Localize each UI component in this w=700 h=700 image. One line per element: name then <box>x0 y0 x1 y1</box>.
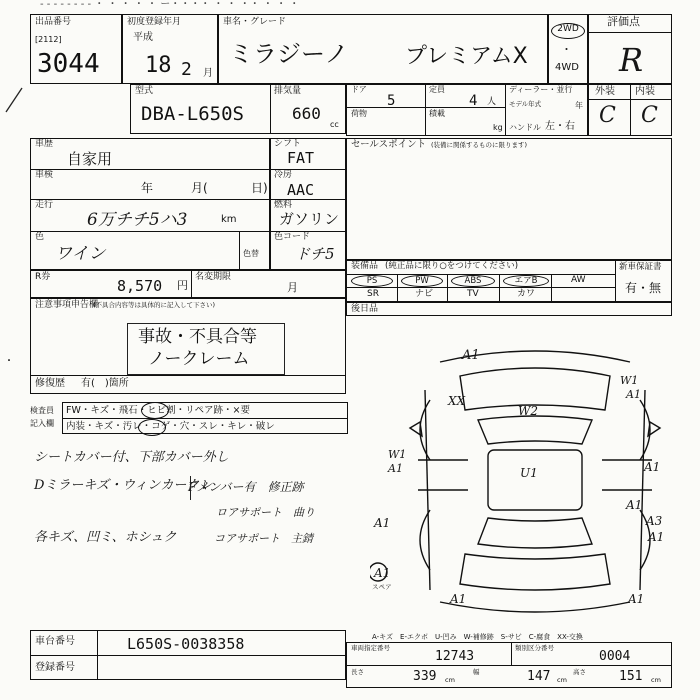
width-label: 幅 <box>473 668 480 676</box>
capacity: 4 <box>469 93 478 109</box>
sales-point-label: セールスポイント <box>351 139 427 150</box>
displacement-unit: cc <box>330 120 339 129</box>
load-label: 積載 <box>429 109 445 118</box>
drive-2wd: 2WD <box>551 23 585 39</box>
equipment-box <box>346 260 672 302</box>
rear-window-shape <box>478 518 592 548</box>
equipment-hline2 <box>347 287 615 288</box>
stamp-line1: 事故・不具合等 <box>138 327 257 347</box>
exterior-grade: C <box>599 103 616 128</box>
width: 147 <box>527 669 551 684</box>
spare-label: スペア <box>372 583 392 591</box>
unit-number: 12743 <box>435 649 475 664</box>
dealer-label: ディーラー・並行 <box>509 85 573 94</box>
circle-stain <box>138 419 166 436</box>
interior-grade: C <box>641 103 658 128</box>
mark-roof: U1 <box>520 466 538 480</box>
model-name-cell <box>218 14 548 84</box>
fuel-label: 燃料 <box>274 200 293 210</box>
model-code: DBA-L650S <box>141 103 244 125</box>
mark-rear-right: A1 <box>628 592 645 606</box>
load-label-left: 荷物 <box>351 109 367 118</box>
top-strip-text: - - - - - - - - ・ ・ ・ ・ ・ ー・・・・ ・ ・ ・・ ・ ・ ・ <box>40 0 300 10</box>
equip-pw: PW <box>401 275 443 287</box>
footer-left <box>30 630 346 680</box>
recycle-row <box>30 270 346 298</box>
handle-value: 左・右 <box>545 121 575 132</box>
remark-line4: ロアサポート 曲り <box>216 506 315 519</box>
condition-div <box>630 85 631 135</box>
rating-value: R <box>619 41 644 79</box>
height-unit: cm <box>651 676 661 684</box>
aircon-label: 冷房 <box>274 170 293 180</box>
drive-cell <box>548 14 588 84</box>
inspection-year: 年 <box>141 181 154 195</box>
vehicle-info-mid <box>270 138 346 270</box>
equip-airbag: エアB <box>503 275 549 287</box>
mark-right-front: A1 <box>644 460 661 474</box>
color: ワイン <box>55 244 106 264</box>
mileage-unit: km <box>221 214 237 225</box>
mark-right-rear: A1 <box>648 530 665 544</box>
spec-hline <box>347 107 505 108</box>
trunk-shape <box>460 554 610 590</box>
equipment-div <box>615 261 616 301</box>
notes-hline <box>31 375 345 376</box>
repair-label: 修復歴 <box>35 378 65 389</box>
fuel: ガソリン <box>279 210 340 228</box>
mark-right-door-a3: A3 <box>646 514 663 528</box>
equip-div1 <box>397 274 398 301</box>
warranty-value: 有・無 <box>625 281 662 295</box>
model-code-label: 型式 <box>135 86 154 96</box>
notes-label: 注意事項申告欄 <box>35 300 99 310</box>
mark-front-bumper: A1 <box>462 348 480 363</box>
grade: プレミアムX <box>405 44 528 69</box>
condition-cell <box>588 84 672 136</box>
history: 自家用 <box>67 150 113 168</box>
checks-row1: FW・キズ・飛石・ヒビ割・リペア跡・×要 <box>66 405 250 416</box>
recycle-unit: 円 <box>177 279 188 292</box>
damage-legend: A-キズ E-エクボ U-凹み W-補修跡 S-サビ C-腐食 XX-交換 <box>372 633 583 641</box>
footer-hline <box>31 655 345 656</box>
mark-right-door: A1 <box>626 498 643 512</box>
mark-windshield: W2 <box>518 404 538 418</box>
length-unit: cm <box>445 676 455 684</box>
color-div <box>239 231 240 269</box>
doors-label: ドア <box>351 85 367 94</box>
checks-label-top: 検査員 <box>30 406 54 415</box>
remark-line5: 各キズ、凹ミ、ホシュク <box>34 530 177 545</box>
mark-rear-bumper: A1 <box>450 592 467 606</box>
color-code: ドチ5 <box>295 245 335 263</box>
chassis-label: 車台番号 <box>35 636 75 647</box>
lot-sub: [2112] <box>35 35 62 44</box>
reg-year: 18 <box>145 53 172 78</box>
category-number: 0004 <box>599 649 631 664</box>
condition-hline <box>589 99 671 100</box>
remark-line6: コアサポート 主錆 <box>214 532 313 545</box>
displacement-label: 排気量 <box>274 86 302 96</box>
inspection-month: 月( <box>191 181 208 195</box>
sales-point-sub: (装備に関係するものに限ります) <box>431 141 528 149</box>
footer-right-div1 <box>511 643 512 665</box>
length-label: 長さ <box>351 668 364 676</box>
col-divider <box>270 84 271 134</box>
first-reg-cell <box>122 14 218 84</box>
equipment-label: 装備品 <box>351 261 379 271</box>
equipment-sub: (純正品に限り○をつけてください) <box>385 261 519 271</box>
rating-divider <box>589 32 671 33</box>
unit-number-label: 車両指定番号 <box>351 644 390 652</box>
shift: FAT <box>287 149 315 167</box>
drive-dot: ・ <box>561 43 572 56</box>
mileage: 6万チチ5ハ3 <box>87 210 188 230</box>
reg-month-unit: 月 <box>203 68 213 79</box>
displacement: 660 <box>292 104 321 123</box>
remark-line1: シートカバー付、下部カバー外し <box>34 450 229 465</box>
footer-right-hline <box>347 665 671 666</box>
remark-line2: Dミラーキズ・ウィンカークレ <box>34 478 213 493</box>
capacity-unit: 人 <box>487 97 497 107</box>
no-claim-stamp <box>127 323 285 375</box>
spec-div2 <box>505 85 506 135</box>
title-change-month: 月 <box>287 281 298 294</box>
height-label: 高さ <box>573 668 586 676</box>
equip-aw: AW <box>571 275 586 285</box>
first-reg-label: 初度登録年月 <box>127 17 182 27</box>
mark-left-door: A1 <box>374 516 391 530</box>
interior-label: 内装 <box>635 86 655 97</box>
checks-label-bottom: 記入欄 <box>30 419 54 428</box>
color-change-label: 色替 <box>243 249 259 258</box>
height: 151 <box>619 669 643 684</box>
windshield-shape <box>478 416 592 444</box>
era: 平成 <box>133 32 153 43</box>
mark-left-rear: A1 <box>374 566 391 580</box>
checks-row2: 内装・キズ・汚レ・コゲ・穴・スレ・キレ・破レ <box>66 421 275 432</box>
sales-point-box <box>346 138 672 260</box>
color-label: 色 <box>35 232 45 242</box>
checks-hline <box>63 418 347 419</box>
load-unit: kg <box>493 123 503 132</box>
recycle-div <box>191 271 192 297</box>
mark-hood-xx: XX <box>448 394 466 408</box>
rear-items-label: 後日品 <box>351 304 379 314</box>
doors: 5 <box>387 93 396 109</box>
info-hline1 <box>31 169 269 170</box>
model-name-label: 車名・グレード <box>223 17 287 27</box>
equip-navi: ナビ <box>415 289 434 299</box>
capacity-label: 定員 <box>429 85 445 94</box>
mark-left-front-w: W1 <box>388 448 407 461</box>
lot-label: 出品番号 <box>35 17 72 27</box>
warranty-label: 新車保証書 <box>619 262 662 272</box>
model-year-label: モデル年式 <box>509 100 542 108</box>
equip-ps: PS <box>351 275 393 287</box>
history-label: 車歴 <box>35 139 54 149</box>
info-hline3 <box>31 231 269 232</box>
mark-right-mirror: W1 <box>620 374 639 387</box>
recycle-fee: 8,570 <box>117 277 163 295</box>
footer-right <box>346 642 672 688</box>
stamp-line2: ノークレーム <box>148 349 250 369</box>
left-margin-mark <box>0 80 30 140</box>
lot-number: 3044 <box>37 49 100 79</box>
checks-box <box>62 402 348 434</box>
notes-sub: (不具合内容等は具体的に記入して下さい) <box>93 301 216 309</box>
model-year-unit: 年 <box>575 101 583 110</box>
circle-stone-chip <box>141 402 169 419</box>
specs-cell <box>346 84 588 136</box>
remark-bracket <box>190 476 191 500</box>
notes-box <box>30 298 346 394</box>
spec-div1 <box>425 85 426 135</box>
rating-cell <box>588 14 672 84</box>
rating-label: 評価点 <box>607 15 640 28</box>
remark-line3: Fメンバー有 修正跡 <box>188 480 304 494</box>
info-hline2 <box>31 199 269 200</box>
recycle-label: R券 <box>35 272 51 282</box>
inspection-label: 車検 <box>35 170 54 180</box>
mark-right-mirror-2: A1 <box>626 388 641 401</box>
equip-div2 <box>447 274 448 301</box>
margin-dot: ・ <box>4 356 14 367</box>
category-label: 類別区分番号 <box>515 644 554 652</box>
equip-sr: SR <box>367 289 379 299</box>
lot-cell <box>30 14 122 84</box>
exterior-label: 外装 <box>595 86 615 97</box>
equip-leather: カワ <box>517 289 536 299</box>
reg-month: 2 <box>181 59 192 80</box>
shift-label: シフト <box>274 139 302 149</box>
model-name: ミラジーノ <box>229 40 349 68</box>
equip-abs: ABS <box>451 275 495 287</box>
chassis-number: L650S-0038358 <box>127 635 245 653</box>
drive-4wd: 4WD <box>555 62 579 73</box>
mileage-label: 走行 <box>35 200 54 210</box>
color-code-label: 色コード <box>274 232 311 242</box>
aircon: AAC <box>287 181 315 199</box>
vehicle-info-left <box>30 138 270 270</box>
inspection-day: 日) <box>251 181 268 195</box>
roof-shape <box>488 450 582 510</box>
rear-bumper-shape <box>440 602 630 612</box>
equip-div4 <box>551 274 552 301</box>
width-unit: cm <box>557 676 567 684</box>
reg-label: 登録番号 <box>35 662 75 673</box>
title-change-label: 名変期限 <box>195 272 232 282</box>
equip-tv: TV <box>467 289 479 299</box>
length: 339 <box>413 669 437 684</box>
rear-items-box <box>346 302 672 316</box>
repair-value: 有( )箇所 <box>81 378 129 389</box>
mark-left-front-a: A1 <box>388 462 403 475</box>
equip-div3 <box>499 274 500 301</box>
handle-label: ハンドル <box>509 123 541 132</box>
